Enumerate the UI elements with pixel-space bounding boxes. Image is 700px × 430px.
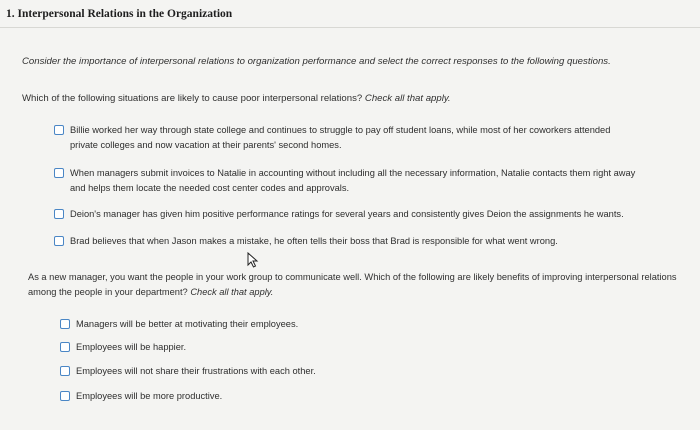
q2-option-3[interactable] — [60, 364, 316, 379]
question-2-text: As a new manager, you want the people in your work group to communicate well. Which of the following are likely benefits of improving interpersonal relations among the people in your department? — [28, 272, 677, 297]
q1-option-1-line2: private colleges and now vacation at their parents' second homes. — [70, 140, 342, 150]
q2-option-1[interactable] — [60, 317, 298, 332]
q1-option-4[interactable] — [54, 234, 558, 249]
checkbox[interactable] — [54, 209, 64, 219]
intro-text: Consider the importance of interpersonal relations to organization performance and select the correct responses to the following questions. — [22, 56, 611, 67]
checkbox[interactable] — [60, 391, 70, 401]
q2-option-1-text: Managers will be better at motivating their employees. — [76, 319, 299, 329]
question-2-instruction: Check all that apply. — [190, 287, 274, 297]
q2-option-2[interactable] — [60, 340, 186, 355]
q1-option-2-line2: and helps them locate the needed cost center codes and approvals. — [70, 183, 350, 193]
question-1-instruction: Check all that apply. — [364, 93, 451, 104]
q1-option-2[interactable] — [54, 166, 635, 196]
checkbox[interactable] — [54, 236, 64, 246]
q2-option-4-text: Employees will be more productive. — [76, 391, 223, 401]
question-2 — [28, 270, 688, 300]
question-1 — [22, 93, 451, 104]
q1-option-1-text — [70, 123, 610, 153]
q2-option-4[interactable] — [60, 389, 222, 404]
checkbox[interactable] — [60, 342, 70, 352]
checkbox[interactable] — [60, 319, 70, 329]
q2-option-2-text: Employees will be happier. — [76, 342, 187, 352]
q1-option-4-text: Brad believes that when Jason makes a mistake, he often tells their boss that Brad is responsible for what went wrong. — [70, 236, 558, 246]
heading-divider — [0, 27, 700, 28]
q1-option-3-text: Deion's manager has given him positive performance ratings for several years and consistently gives Deion the assignments he wants. — [70, 209, 624, 219]
q1-option-2-text — [70, 166, 635, 196]
q1-option-3[interactable] — [54, 207, 624, 222]
section-heading: 1. Interpersonal Relations in the Organization — [6, 8, 233, 20]
checkbox[interactable] — [54, 125, 64, 135]
q1-option-1-line1: Billie worked her way through state college and continues to struggle to pay off student loans, while most of her coworkers attended — [70, 125, 611, 135]
q1-option-1[interactable] — [54, 123, 610, 153]
q1-option-2-line1: When managers submit invoices to Natalie in accounting without including all the necessary information, Natalie contacts them right away — [70, 168, 636, 178]
checkbox[interactable] — [60, 366, 70, 376]
mouse-pointer-icon — [247, 252, 259, 268]
q2-option-3-text: Employees will not share their frustrations with each other. — [76, 366, 316, 376]
checkbox[interactable] — [54, 168, 64, 178]
question-1-text: Which of the following situations are likely to cause poor interpersonal relations? — [22, 93, 363, 104]
